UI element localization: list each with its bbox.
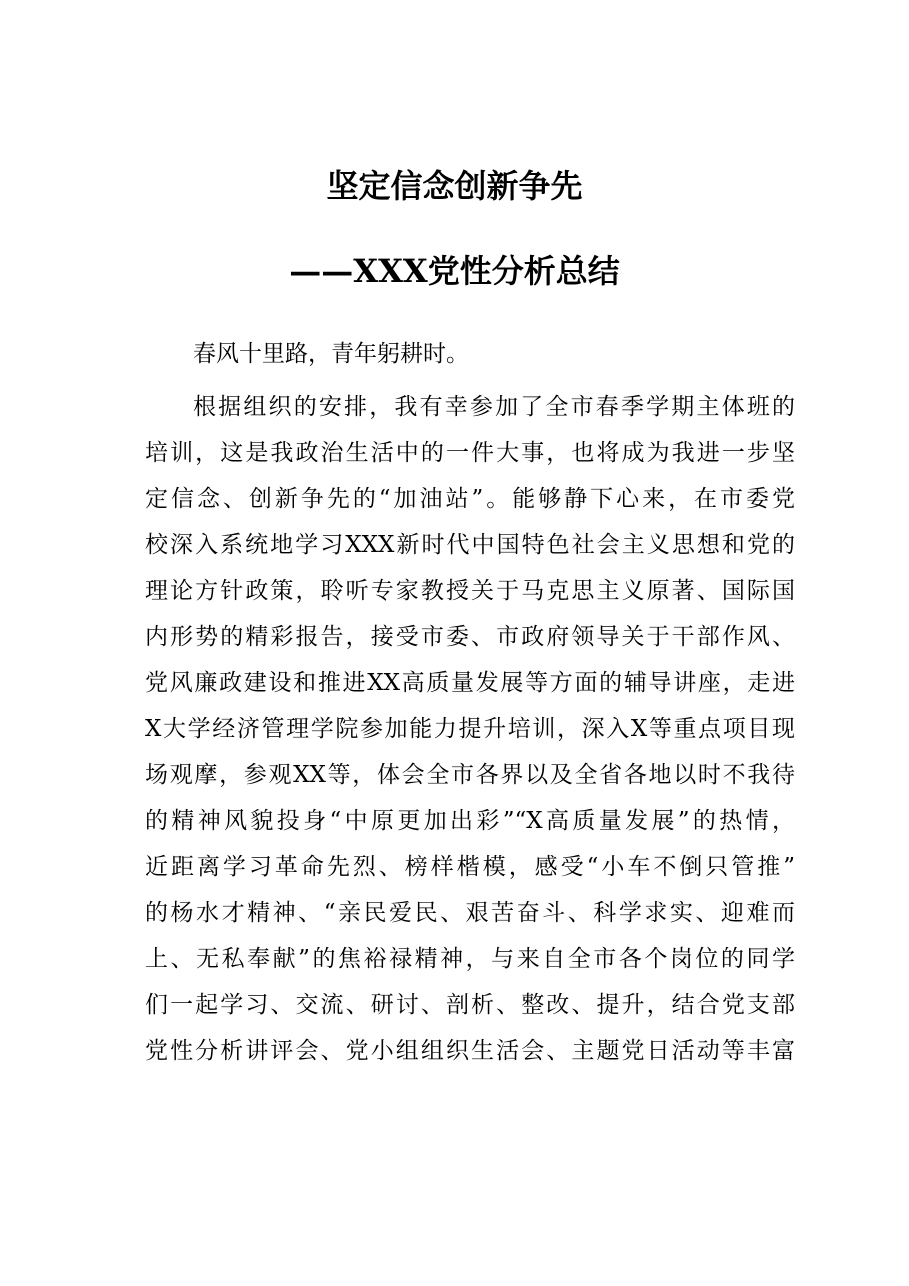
- opening-paragraph: 春风十里路，青年躬耕时。: [193, 341, 469, 367]
- paragraph-line: 定信念、创新争先的“加油站”。能够静下心来，在市委党: [145, 486, 795, 512]
- paragraph-line: 场观摩，参观XX等，体会全市各界以及全省各地以时不我待: [145, 762, 795, 788]
- paragraph-line: 近距离学习革命先烈、榜样楷模，感受“小车不倒只管推”: [145, 854, 795, 880]
- document-subtitle: ——XXX党性分析总结: [289, 252, 620, 290]
- paragraph-line: 党风廉政建设和推进XX高质量发展等方面的辅导讲座，走进: [145, 670, 795, 696]
- main-paragraph: [145, 384, 795, 1074]
- paragraph-line: 的杨水才精神、“亲民爱民、艰苦奋斗、科学求实、迎难而: [145, 900, 795, 926]
- paragraph-line: 的精神风貌投身“中原更加出彩”“X高质量发展”的热情，: [145, 808, 795, 834]
- paragraph-line: 们一起学习、交流、研讨、剖析、整改、提升，结合党支部: [145, 992, 795, 1018]
- paragraph-line: 理论方针政策，聆听专家教授关于马克思主义原著、国际国: [145, 578, 795, 604]
- document-title: 坚定信念创新争先: [326, 167, 583, 205]
- paragraph-line: 培训，这是我政治生活中的一件大事，也将成为我进一步坚: [145, 440, 795, 466]
- paragraph-line: 根据组织的安排，我有幸参加了全市春季学期主体班的: [193, 394, 795, 420]
- paragraph-line: X大学经济管理学院参加能力提升培训，深入X等重点项目现: [145, 716, 795, 742]
- paragraph-line: 上、无私奉献”的焦裕禄精神，与来自全市各个岗位的同学: [145, 946, 795, 972]
- paragraph-line: 校深入系统地学习XXX新时代中国特色社会主义思想和党的: [145, 532, 795, 558]
- paragraph-line: 内形势的精彩报告，接受市委、市政府领导关于干部作风、: [145, 624, 795, 650]
- paragraph-line: 党性分析讲评会、党小组组织生活会、主题党日活动等丰富: [145, 1038, 795, 1064]
